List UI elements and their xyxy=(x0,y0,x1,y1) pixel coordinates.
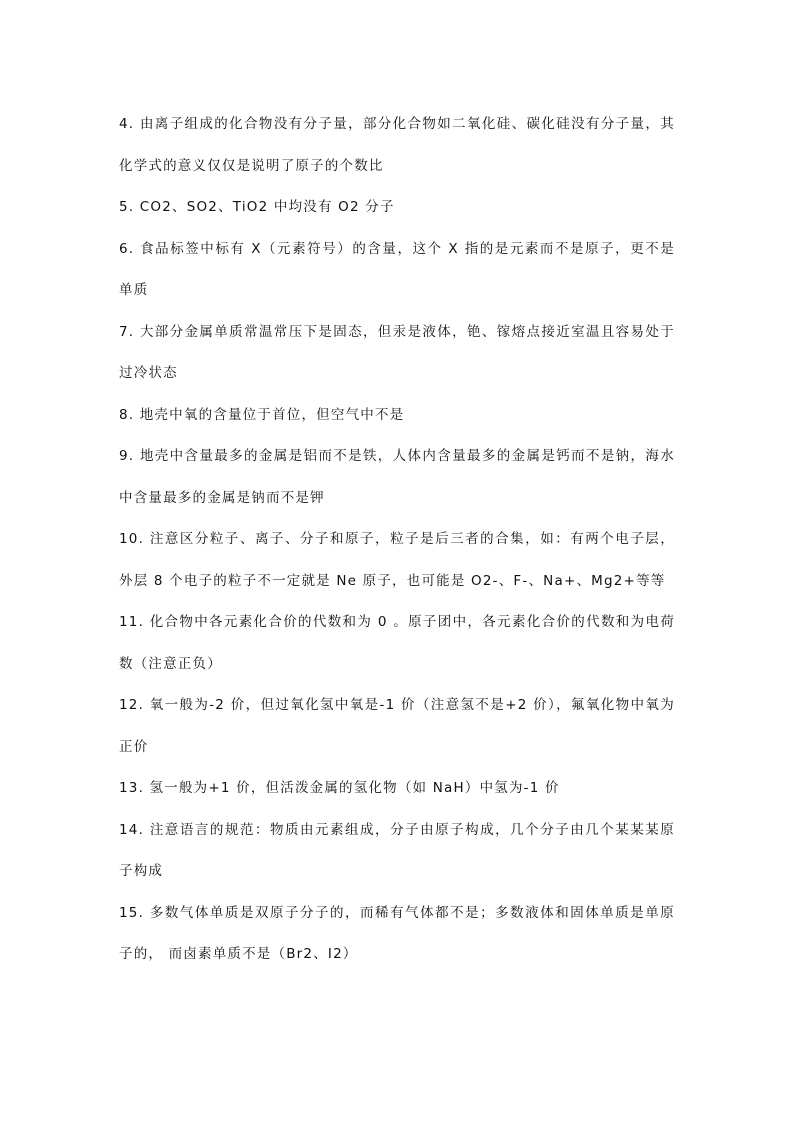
paragraph-item-4: 4. 由离子组成的化合物没有分子量，部分化合物如二氧化硅、碳化硅没有分子量，其化学式的意义仅仅是说明了原子的个数比 xyxy=(119,116,675,174)
paragraph-item-12: 12. 氧一般为-2 价，但过氧化氢中氧是-1 价（注意氢不是+2 价），氟氧化物中氧为正价 xyxy=(119,697,675,755)
paragraph-item-7: 7. 大部分金属单质常温常压下是固态，但汞是液体，铯、镓熔点接近室温且容易处于过冷状态 xyxy=(119,323,675,381)
paragraph-item-13: 13. 氢一般为+1 价，但活泼金属的氢化物（如 NaH）中氢为-1 价 xyxy=(119,780,560,796)
paragraph-item-11: 11. 化合物中各元素化合价的代数和为 0 。原子团中，各元素化合价的代数和为电荷数（注意正负） xyxy=(119,614,675,672)
paragraph-item-9: 9. 地壳中含量最多的金属是铝而不是铁，人体内含量最多的金属是钙而不是钠，海水中含量最多的金属是钠而不是钾 xyxy=(119,448,675,506)
paragraph-item-5: 5. CO2、SO2、TiO2 中均没有 O2 分子 xyxy=(119,199,395,215)
paragraph-item-8: 8. 地壳中氧的含量位于首位，但空气中不是 xyxy=(119,406,405,423)
paragraph-item-6: 6. 食品标签中标有 X（元素符号）的含量，这个 X 指的是元素而不是原子，更不是单质 xyxy=(119,240,675,298)
document-body xyxy=(119,104,675,976)
paragraph-item-14: 14. 注意语言的规范：物质由元素组成，分子由原子构成，几个分子由几个某某某原子构成 xyxy=(119,821,675,879)
paragraph-item-15: 15. 多数气体单质是双原子分子的，而稀有气体都不是；多数液体和固体单质是单原子的， 而卤素单质不是（Br2、I2） xyxy=(119,904,675,962)
paragraph-item-10: 10. 注意区分粒子、离子、分子和原子，粒子是后三者的合集，如：有两个电子层，外层 8 个电子的粒子不一定就是 Ne 原子，也可能是 O2-、F-、Na+、Mg2+等等 xyxy=(119,531,675,589)
